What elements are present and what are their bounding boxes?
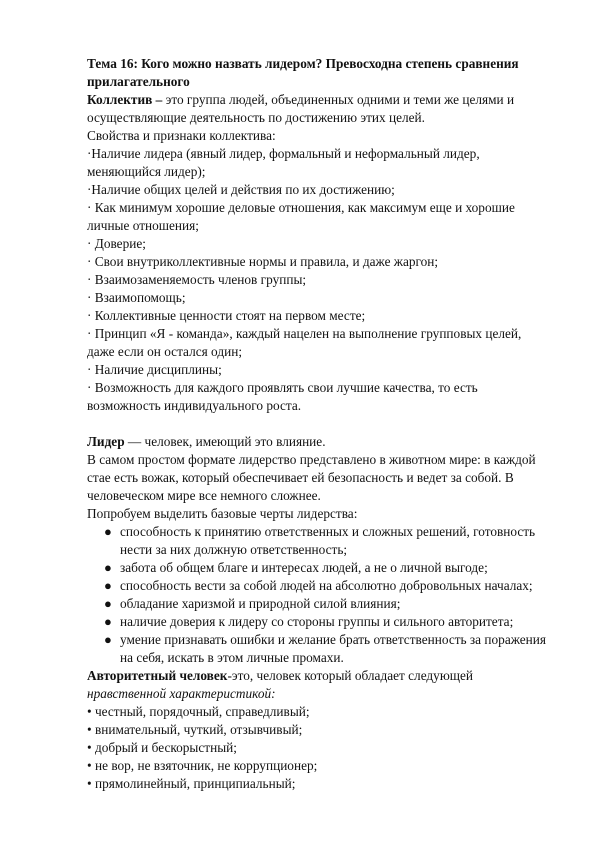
trait-text: обладание харизмой и природной силой влияния;	[120, 596, 401, 611]
quality-item: • честный, порядочный, справедливый;	[87, 704, 310, 719]
property-item: ·Наличие лидера (явный лидер, формальный и неформальный лидер, меняющийся лидер);	[87, 146, 480, 179]
traits-heading: Попробуем выделить базовые черты лидерства:	[87, 506, 358, 521]
quality-item: • не вор, не взяточник, не коррупционер;	[87, 758, 318, 773]
collective-definition	[87, 91, 547, 127]
bullet-icon: ●	[104, 560, 112, 575]
bullet-icon: ●	[104, 614, 112, 629]
bullet-icon: ●	[104, 578, 112, 593]
document-page	[87, 55, 547, 793]
authority-italic-heading: нравственной характеристикой:	[87, 686, 276, 701]
property-item: · Коллективные ценности стоят на первом месте;	[87, 308, 366, 323]
property-item: · Свои внутриколлективные нормы и правила, и даже жаргон;	[87, 254, 439, 269]
traits-list	[87, 523, 547, 667]
list-item	[87, 577, 547, 595]
page-title: Тема 16: Кого можно назвать лидером? Превосходна степень сравнения прилагательного	[87, 56, 519, 89]
property-item: · Доверие;	[87, 236, 146, 251]
property-item: · Взаимозаменяемость членов группы;	[87, 272, 307, 287]
list-item	[87, 559, 547, 577]
quality-item: • внимательный, чуткий, отзывчивый;	[87, 722, 303, 737]
qualities-list	[87, 703, 547, 793]
list-item	[87, 523, 547, 559]
bullet-icon: ●	[104, 632, 112, 647]
authority-definition-text: -это, человек который обладает следующей	[227, 668, 474, 683]
properties-heading: Свойства и признаки коллектива:	[87, 128, 276, 143]
trait-text: способность к принятию ответственных и сложных решений, готовность нести за них должную ответственность;	[120, 524, 536, 557]
list-item	[87, 613, 547, 631]
bullet-icon: ●	[104, 596, 112, 611]
collective-definition-text: это группа людей, объединенных одними и теми же целями и осуществляющие деятельность по достижению этих целей.	[87, 92, 515, 125]
trait-text: способность вести за собой людей на абсолютно добровольных началах;	[120, 578, 533, 593]
quality-item: • добрый и бескорыстный;	[87, 740, 237, 755]
quality-item: • прямолинейный, принципиальный;	[87, 776, 296, 791]
collective-term: Коллектив –	[87, 92, 163, 107]
list-item	[87, 595, 547, 613]
trait-text: умение признавать ошибки и желание брать ответственность за поражения на себя, искать в этом личные промахи.	[120, 632, 546, 665]
property-item: · Наличие дисциплины;	[87, 362, 222, 377]
properties-list	[87, 145, 547, 415]
paragraph-spacer	[87, 415, 547, 433]
trait-text: забота об общем благе и интересах людей, а не о личной выгоде;	[120, 560, 488, 575]
leader-term: Лидер	[87, 434, 125, 449]
list-item	[87, 631, 547, 667]
leader-paragraph: В самом простом формате лидерство представлено в животном мире: в каждой стае есть вожак, который обеспечивает ей безопасность и ведет за собой. В человеческом мире все немного сложнее.	[87, 452, 536, 503]
property-item: · Взаимопомощь;	[87, 290, 186, 305]
bullet-icon: ●	[104, 524, 112, 539]
leader-definition-text: — человек, имеющий это влияние.	[124, 434, 326, 449]
leader-definition	[87, 433, 547, 451]
trait-text: наличие доверия к лидеру со стороны группы и сильного авторитета;	[120, 614, 514, 629]
authority-term: Авторитетный человек	[87, 668, 228, 683]
property-item: · Принцип «Я - команда», каждый нацелен на выполнение групповых целей, даже если он остался один;	[87, 326, 522, 359]
property-item: · Возможность для каждого проявлять свои лучшие качества, то есть возможность индивидуального роста.	[87, 380, 478, 413]
authority-definition	[87, 667, 547, 685]
property-item: ·Наличие общих целей и действия по их достижению;	[87, 182, 395, 197]
property-item: · Как минимум хорошие деловые отношения, как максимум еще и хорошие личные отношения;	[87, 200, 515, 233]
